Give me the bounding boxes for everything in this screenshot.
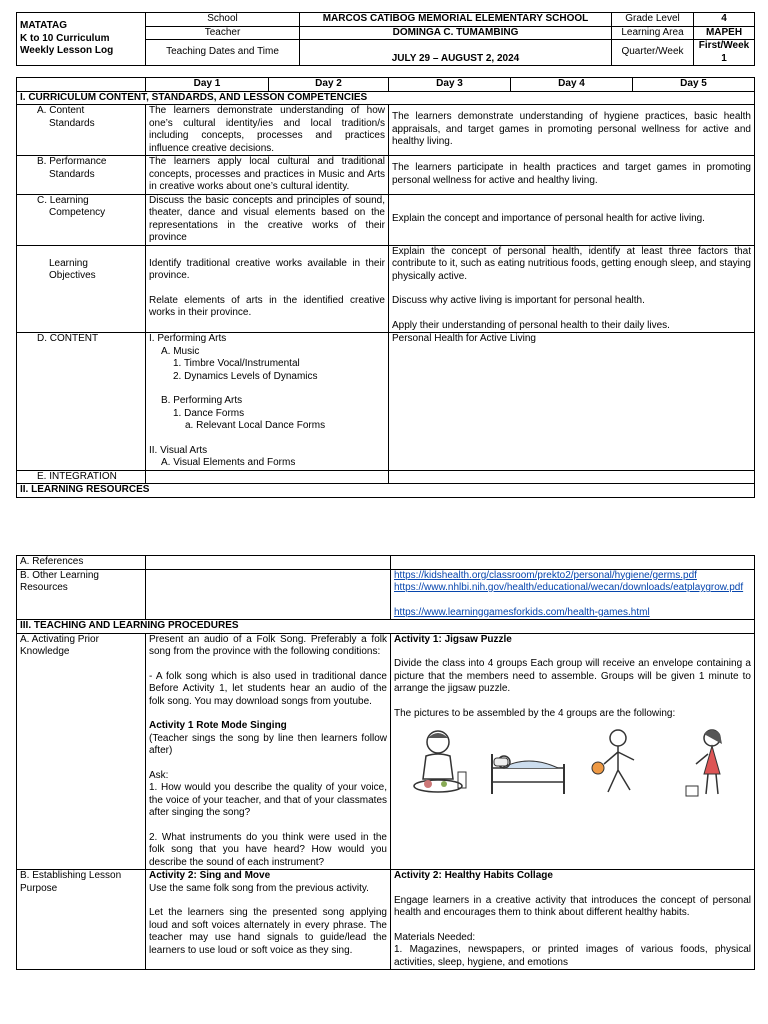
content-standards-label-line2: Standards (49, 117, 95, 129)
other-resources-left (146, 569, 391, 620)
content-standards-right: The learners demonstrate understanding of hygiene practices, basic health appraisals, and target games in promoting personal wellness for active and healthy living. (389, 105, 755, 156)
procedures-table (16, 555, 755, 970)
content-label: D. CONTENT (17, 333, 146, 471)
purpose-right-activity-title: Activity 2: Healthy Habits Collage (394, 870, 553, 881)
lesson-purpose-label (17, 870, 146, 970)
section-2-title: II. LEARNING RESOURCES (17, 484, 755, 498)
lesson-purpose-label-line2: Purpose (20, 882, 58, 894)
objective-left-2: Relate elements of arts in the identified creative works in their province. (149, 294, 385, 318)
content-standards-label (17, 105, 146, 156)
objectives-label-line1: Learning (49, 257, 88, 269)
girl-washing-picture (668, 724, 748, 804)
content-line-4: 2. Dynamics Levels of Dynamics (173, 370, 318, 382)
purpose-left-desc-2: Let the learners sing the presented song applying loud and soft voices alternately in every phrase. The teacher may use hand signals to guide/lead the learners to use loud or soft voice as they sing. (149, 907, 387, 956)
grade-label: Grade Level (612, 13, 694, 27)
competency-label-line2: Competency (49, 207, 106, 218)
references-left (146, 556, 391, 570)
prior-left-q2: 2. What instruments do you think were used in the folk song that you have heard? How would you describe the sound of each instrument? (149, 831, 387, 868)
other-resources-links (391, 569, 755, 620)
competency-label (17, 194, 146, 245)
section-3-title: III. TEACHING AND LEARNING PROCEDURES (17, 620, 755, 634)
objectives-left (146, 245, 389, 333)
area-label: Learning Area (612, 26, 694, 40)
content-left (146, 333, 389, 471)
content-line-9: A. Visual Elements and Forms (161, 457, 296, 468)
purpose-left-desc-1: Use the same folk song from the previous activity. (149, 882, 369, 894)
boy-playing-basketball-picture (578, 724, 658, 804)
objectives-label-line2: Objectives (49, 270, 96, 281)
objective-right-1: Explain the concept of personal health, identify at least three factors that contribute to it, such as eating nutritious foods, getting enough sleep, and staying physically active. (392, 245, 751, 282)
content-line-5: B. Performing Arts (161, 395, 243, 406)
content-standards-left: The learners demonstrate understanding of how one’s cultural identity/ies and local tradition/s including concepts, processes and practices influence creative decisions. (146, 105, 389, 156)
performance-standards-label-line2: Standards (49, 168, 95, 180)
area-value: MAPEH (694, 26, 755, 40)
prior-left-ask: Ask: (149, 769, 169, 781)
school-label: School (146, 13, 300, 27)
header-table (16, 12, 755, 66)
references-label: A. References (17, 556, 146, 570)
log-title-line3: Weekly Lesson Log (20, 45, 114, 57)
lesson-purpose-right (391, 870, 755, 970)
curriculum-table (16, 77, 755, 498)
child-sleeping-picture (488, 724, 568, 804)
references-right (391, 556, 755, 570)
competency-right: Explain the concept and importance of personal health for active living. (389, 194, 755, 245)
prior-left-intro: Present an audio of a Folk Song. Preferably a folk song from the province with the following conditions: (149, 633, 387, 657)
prior-left-activity-title: Activity 1 Rote Mode Singing (149, 720, 287, 731)
day-header-blank (17, 78, 146, 92)
day-header-1: Day 1 (146, 78, 269, 92)
prior-right-pictures-intro: The pictures to be assembled by the 4 groups are the following: (394, 707, 676, 719)
teacher-value: DOMINGA C. TUMAMBING (300, 26, 612, 40)
dates-value: JULY 29 – AUGUST 2, 2024 (300, 40, 612, 66)
purpose-left-activity-title: Activity 2: Sing and Move (149, 870, 271, 881)
other-resources-label-line1: B. Other Learning (20, 569, 99, 581)
prior-knowledge-right (391, 633, 755, 870)
day-header-4: Day 4 (511, 78, 633, 92)
dates-label: Teaching Dates and Time (146, 40, 300, 66)
performance-standards-right: The learners participate in health practices and target games in promoting personal wellness for active and healthy living. (389, 156, 755, 195)
purpose-right-desc: Engage learners in a creative activity that introduces the concept of personal health and encourages them to think about different healthy habits. (394, 894, 751, 918)
integration-label: E. INTEGRATION (17, 470, 146, 484)
prior-left-condition: - A folk song which is also used in traditional dance Before Activity 1, let students hear an audio of the folk song. You may download songs from youtube. (149, 670, 387, 707)
prior-knowledge-left (146, 633, 391, 870)
link-kidshealth[interactable]: https://kidshealth.org/classroom/prekto2/personal/hygiene/germs.pdf (394, 569, 697, 581)
performance-standards-left: The learners apply local cultural and traditional concepts, processes and practices in Music and Arts in creative works about one’s cultural identity. (146, 156, 389, 195)
competency-label-line1: C. Learning (37, 194, 89, 206)
school-value: MARCOS CATIBOG MEMORIAL ELEMENTARY SCHOOL (300, 13, 612, 27)
prior-right-desc: Divide the class into 4 groups Each group will receive an envelope containing a picture that the members need to assemble. Groups will be given 1 minute to arrange the jigsaw puzzle. (394, 658, 751, 694)
content-line-3: 1. Timbre Vocal/Instrumental (173, 358, 300, 369)
integration-left (146, 470, 389, 484)
objective-right-2: Discuss why active living is important for personal health. (392, 295, 645, 306)
prior-knowledge-label (17, 633, 146, 870)
log-title (17, 13, 146, 66)
link-learninggames[interactable]: https://www.learninggamesforkids.com/health-games.html (394, 606, 650, 618)
performance-standards-label (17, 156, 146, 195)
prior-knowledge-label-line1: A. Activating Prior (20, 633, 99, 645)
performance-standards-label-line1: B. Performance (37, 156, 107, 167)
integration-right (389, 470, 755, 484)
content-line-7: a. Relevant Local Dance Forms (185, 420, 326, 431)
prior-left-activity-desc: (Teacher sings the song by line then learners follow after) (149, 732, 387, 756)
content-line-1: I. Performing Arts (149, 333, 227, 344)
objectives-label (17, 245, 146, 333)
content-standards-label-line1: A. Content (37, 105, 85, 116)
prior-knowledge-label-line2: Knowledge (20, 646, 70, 657)
competency-left: Discuss the basic concepts and principles of sound, theater, dance and visual elements based on the representations in the creative works of their province (146, 194, 389, 245)
content-right: Personal Health for Active Living (389, 333, 755, 471)
purpose-right-materials-label: Materials Needed: (394, 931, 476, 943)
objectives-right (389, 245, 755, 333)
jigsaw-pictures (394, 720, 751, 808)
prior-right-activity-title: Activity 1: Jigsaw Puzzle (394, 633, 512, 645)
log-title-line2: K to 10 Curriculum (20, 32, 110, 44)
prior-left-q1: 1. How would you describe the quality of your voice, the voice of your teacher, and that of your classmates after singing the song? (149, 782, 387, 818)
other-resources-label-line2: Resources (20, 582, 68, 593)
content-line-8: II. Visual Arts (149, 444, 208, 456)
quarter-value: First/Week 1 (694, 40, 755, 66)
other-resources-label (17, 569, 146, 620)
content-line-6: 1. Dance Forms (173, 407, 245, 419)
content-line-2: A. Music (161, 345, 200, 357)
boy-eating-picture (398, 724, 478, 804)
teacher-label: Teacher (146, 26, 300, 40)
grade-value: 4 (694, 13, 755, 27)
quarter-label: Quarter/Week (612, 40, 694, 66)
day-header-2: Day 2 (269, 78, 389, 92)
objective-right-3: Apply their understanding of personal health to their daily lives. (392, 319, 670, 331)
objective-left-1: Identify traditional creative works available in their province. (149, 257, 385, 281)
day-header-3: Day 3 (389, 78, 511, 92)
lesson-purpose-left (146, 870, 391, 970)
log-title-line1: MATATAG (20, 20, 68, 32)
link-nhlbi[interactable]: https://www.nhlbi.nih.gov/health/educational/wecan/downloads/eatplaygrow.pdf (394, 582, 744, 593)
lesson-purpose-label-line1: B. Establishing Lesson (20, 870, 122, 881)
purpose-right-material-1: 1. Magazines, newspapers, or printed images of various foods, physical activities, sleep, hygiene, and emotions (394, 944, 751, 968)
day-header-5: Day 5 (633, 78, 755, 92)
section-1-title: I. CURRICULUM CONTENT, STANDARDS, AND LESSON COMPETENCIES (17, 91, 755, 105)
